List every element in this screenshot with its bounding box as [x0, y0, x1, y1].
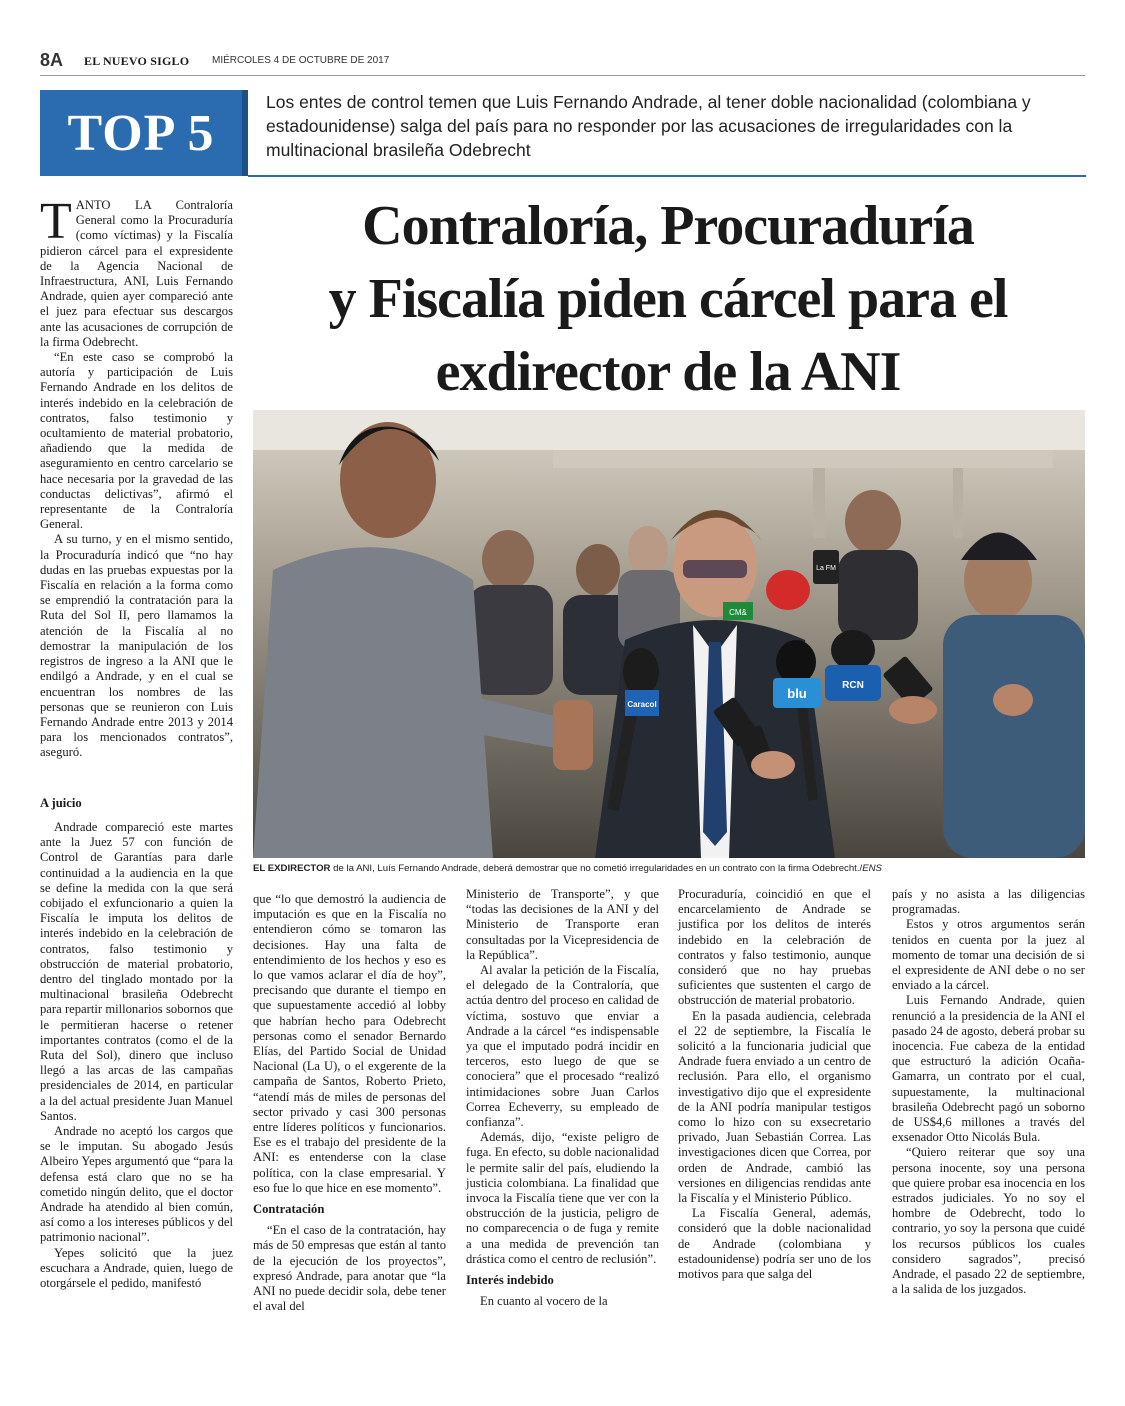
mic-label-lafm: La FM — [816, 565, 836, 572]
mic-label-blu: blu — [787, 686, 807, 701]
subhead-a-juicio-wrap — [40, 796, 233, 811]
paragraph: En la pasada audiencia, celebrada el 22 de septiembre, la Fiscalía le solicitó a la funcionaria judicial que Andrade fuera enviado a un centro de reclusión. Para ello, el organismo investigativo dijo que el expresidente de la ANI podría manipular testigos como lo hizo con su exsecretario privado, Juan Sebastián Correa. Las investigaciones dicen que Correa, por orden de Andrade, cambió las versiones en diligencias rendidas ante la Fiscalía y el Ministerio Público. — [678, 1008, 871, 1206]
paragraph: Procuraduría, coincidió en que el encarcelamiento de Andrade se justifica por los delitos de interés indebido en la celebración de contratos y falso testimonio, aunque consideró que no hay pruebas suficientes que sustenten el cargo de obstrucción de material probatorio. — [678, 887, 871, 1008]
paragraph: “En este caso se comprobó la autoría y participación de Luis Fernando Andrade en los delitos de interés indebido en la celebración de contratos, falso testimonio y ocultamiento de material probatorio, añadiendo que la medida de aseguramiento en centro carcelario se hace necesaria por la gravedad de las conductas delictivas”, afirmó el representante de la Contraloría General. — [40, 350, 233, 532]
mic-label-caracol: Caracol — [627, 700, 657, 709]
paragraph: que “lo que demostró la audiencia de imputación es que en la Fiscalía no entendieron cómo se tomaron las decisiones. Hay una falta de entendimiento de los hechos y eso es lo que vamos aclarar el día de hoy”, precisando que durante el tiempo en que supuestamente accedió al lobby que habrían hecho para Odebrecht personas como el senador Bernardo Elías, del Partido Social de Unidad Nacional (La U), o el exgerente de la campaña de Santos, Roberto Prieto, “atendí más de miles de personas del sector privado y casi 300 personas entre líderes políticos y funcionarios. Ese es el trabajo del presidente de la ANI: es entenderse con la clase política, con la clase empresarial. Y eso fue lo que hice en ese momento”. — [253, 892, 446, 1195]
subhead-a-juicio: A juicio — [40, 796, 82, 810]
paragraph: Luis Fernando Andrade, quien renunció a la presidencia de la ANI el pasado 24 de agosto, deberá probar su inocencia. Fue cabeza de la entidad que estructuró la adición Ocaña-Gamarra, un contrato por el cual, supuestamente, la multinacional brasileña Odebrecht pagó un soborno de US$4,6 millones a través del exsenador Otto Nicolás Bula. — [892, 993, 1085, 1145]
paragraph: Al avalar la petición de la Fiscalía, el delegado de la Contraloría, que actúa dentro del proceso en calidad de víctima, sostuvo que enviar a Andrade a la cárcel “es indispensable ya que el imputado podrá incidir en terceros, esto luego de que se conociera” que el procesado “realizó intimidaciones sobre Juan Carlos Correa Echeverry, su empleado de confianza”. — [466, 963, 659, 1130]
headline-line-3: exdirector de la ANI — [435, 341, 901, 403]
article-column-3 — [253, 892, 446, 1314]
paragraph — [40, 193, 233, 350]
news-photo — [253, 410, 1085, 858]
article-column-2 — [40, 820, 233, 1291]
publication-date: MIÉRCOLES 4 DE OCTUBRE DE 2017 — [212, 55, 390, 66]
headline — [262, 190, 1074, 409]
header-divider — [40, 75, 1085, 76]
article-column-6 — [892, 887, 1085, 1297]
headline-line-2: y Fiscalía piden cárcel para el — [328, 268, 1008, 330]
section-tag-label: TOP 5 — [67, 104, 215, 162]
page-header — [40, 50, 1085, 78]
publication-name: EL NUEVO SIGLO — [84, 54, 190, 68]
article-column-1 — [40, 193, 233, 761]
mic-label-rcn: RCN — [842, 680, 864, 691]
drop-cap: T — [40, 193, 72, 250]
section-tag — [40, 90, 248, 176]
paragraph: “En el caso de la contratación, hay más de 50 empresas que están al tanto de la ejecución de los proyectos”, expresó Andrade, para anotar que “la ANI no puede decidir sola, debe tener el aval del — [253, 1223, 446, 1314]
lede-divider — [248, 175, 1086, 177]
article-column-4 — [466, 887, 659, 1309]
paragraph: Además, dijo, “existe peligro de fuga. En efecto, su doble nacionalidad le permite salir del país, eludiendo la justicia colombiana. La finalidad que invoca la Fiscalía tiene que ver con la obstrucción de la justicia, peligro de no comparecencia o de fuga y remite a una medida de prevención tan drástica como el centro de reclusión”. — [466, 1130, 659, 1266]
subhead-interes-indebido: Interés indebido — [466, 1273, 554, 1288]
caption-lead: EL EXDIRECTOR — [253, 863, 331, 874]
lede-text: Los entes de control temen que Luis Fernando Andrade, al tener doble nacionalidad (colombiana y estadounidense) salga del país para no responder por las acusaciones de irregularidades con la multinacional brasileña Odebrecht — [266, 92, 1031, 160]
paragraph: A su turno, y en el mismo sentido, la Procuraduría indicó que “no hay dudas en las pruebas expuestas por la Fiscalía en relación a la forma como se emprendió la contratación para la Ruta del Sol II, pero llamamos la atención de la Fiscalía al no demostrar la manipulación de los registros de ingreso a la ANI que le endilgó a Andrade, y en el cual se encuentran los nombres de las personas que se reunieron con Luis Fernando Andrade entre 2013 y 2014 para los mencionados contratos”, aseguró. — [40, 532, 233, 760]
subhead-contratacion: Contratación — [253, 1202, 325, 1217]
paragraph: país y no asista a las diligencias programadas. — [892, 887, 1085, 917]
paragraph: La Fiscalía General, además, consideró que la doble nacionalidad de Andrade (colombiana y estadounidense) podría ser uno de los motivos para que salga del — [678, 1206, 871, 1282]
page-number: 8A — [40, 50, 64, 70]
article-column-5 — [678, 887, 871, 1282]
headline-line-1: Contraloría, Procuraduría — [362, 195, 974, 257]
paragraph: Andrade no aceptó los cargos que se le imputan. Su abogado Jesús Albeiro Yepes argumentó que “para la defensa está claro que no se ha cometido ningún delito, que el doctor Andrade ha atendido al bien común, así como a los intereses públicos y del patrimonio nacional”. — [40, 1124, 233, 1245]
caption-credit: ENS — [862, 863, 882, 874]
paragraph: En cuanto al vocero de la — [480, 1294, 608, 1309]
paragraph: “Quiero reiterar que soy una persona inocente, soy una persona que quiere probar esa inocencia en los estrados judiciales. Yo no soy el hombre de Odebrecht, todo lo contrario, yo soy la persona que cuidé los recursos públicos los cuales considero sagrados”, precisó Andrade, el pasado 22 de septiembre, a la salida de los juzgados. — [892, 1145, 1085, 1297]
mic-label-cmi: CM& — [729, 608, 747, 617]
press-scrum-illustration — [253, 410, 1085, 858]
paragraph: Andrade compareció este martes ante la Juez 57 con función de Control de Garantías para darle continuidad a la audiencia en la que se define la medida con la que será cobijado el exfuncionario a quien la Fiscalía le imputa los delitos de interés indebido en la celebración de contratos, falso testimonio y obstrucción de material probatorio, dentro del tinglado montado por la multinacional brasileña Odebrecht para repartir millonarios sobornos que le permitieran hacerse o retener importantes contratos (como el de la Ruta del Sol), dinero que incluso llegó a las arcas de las campañas presidenciales de 2014, en particular a la del actual presidente Juan Manuel Santos. — [40, 820, 233, 1123]
paragraph-text: ANTO LA Contraloría General como la Procuraduría (como víctimas) y la Fiscalía pidieron cárcel para el expresidente de la Agencia Nacional de Infraestructura, ANI, Luis Fernando Andrade, quien ayer compareció ante el juez para efectuar sus descargos ante las acusaciones de corrupción de la firma Odebrecht. — [40, 198, 233, 349]
paragraph: Estos y otros argumentos serán tenidos en cuenta por la juez al momento de tomar una decisión de si el expresidente de ANI debe o no ser enviado a la cárcel. — [892, 917, 1085, 993]
caption-text: de la ANI, Luís Fernando Andrade, deberá demostrar que no cometió irregularidades en un contrato con la firma Odebrecht./ — [330, 863, 863, 874]
photo-caption — [253, 863, 1085, 874]
paragraph: Ministerio de Transporte”, y que “todas las decisiones de la ANI y del Ministerio de Transporte eran consultadas por la Vicepresidencia de la República”. — [466, 887, 659, 962]
paragraph: Yepes solicitó que la juez escuchara a Andrade, quien, luego de otorgársele el pedido, manifestó — [40, 1245, 233, 1291]
